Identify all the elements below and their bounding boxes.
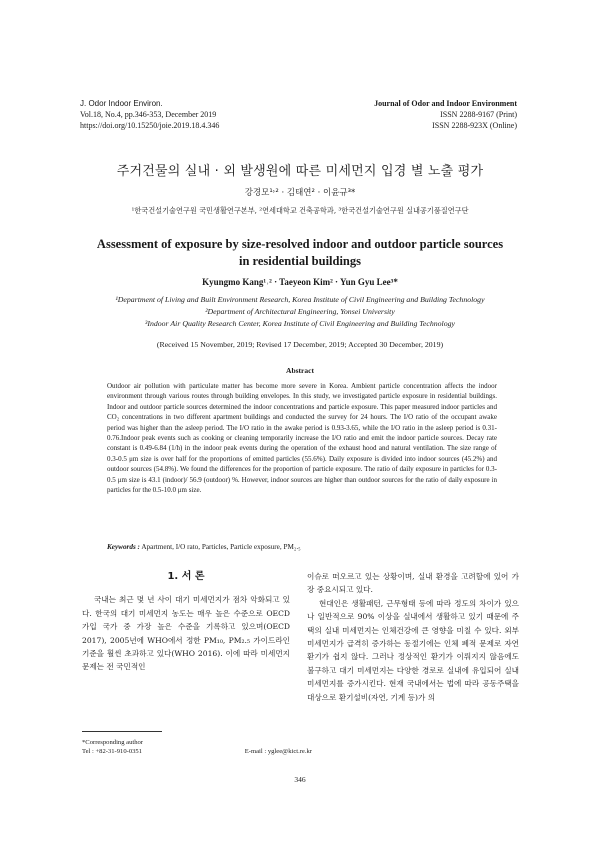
keywords xyxy=(107,543,497,551)
korean-authors: 강경모¹˒² · 김태연² · 이윤규³* xyxy=(244,188,356,198)
doi-link[interactable]: https://doi.org/10.15250/joie.2019.18.4.346 xyxy=(80,121,220,130)
english-affiliations xyxy=(0,294,600,330)
intro-paragraph-2: 현대인은 생활패턴, 근무형태 등에 따라 정도의 차이가 있으나 일반적으로 90% 이상을 실내에서 생활하고 있기 때문에 주택의 실내 미세먼지는 인체건강에 큰 영향을 미칠 수 있다. 외부 미세먼지가 급격히 증가하는 동절기에는 인체 폐적 문제로 자연환기가 쉽지 않다. 그러나 정상적인 환기가 이뤄지지 않음에도 불구하고 대기 미세먼지는 다양한 경로로 실내에 유입되어 실내 미세먼지를 증가시킨다. 현재 국내에서는 법에 따라 공동주택을 대상으로 환기설비(자연, 기계 등)가 의 xyxy=(307,598,519,702)
section-heading-introduction: 1. 서 론 xyxy=(167,571,205,582)
abstract-heading: Abstract xyxy=(286,366,314,375)
intro-paragraph-continued: 이슈로 떠오르고 있는 상황이며, 실내 환경을 고려할에 있어 가장 중요시되고 있다. xyxy=(307,572,519,595)
intro-paragraph-1: 국내는 최근 몇 년 사이 대기 미세먼지가 점차 악화되고 있다. 한국의 대기 미세먼지 농도는 매우 높은 수준으로 OECD 가입 국가 중 가장 높은 수준을 기록하고 있으며(OECD 2017), 2005년에 WHO에서 정한 PM₁₀, PM₂.₅ 가이드라인 기준을 훨씬 초과하고 있다(WHO 2016). 이에 따라 미세먼지 문제는 전 국민적인 xyxy=(82,595,290,672)
issn-print: ISSN 2288-9167 (Print) xyxy=(440,110,517,119)
corresponding-author-label: *Corresponding author xyxy=(82,739,143,746)
journal-abbrev: J. Odor Indoor Environ. xyxy=(80,99,163,108)
issn-online: ISSN 2288-923X (Online) xyxy=(432,121,517,130)
affiliation-3: ³Indoor Air Quality Research Center, Korea Institute of Civil Engineering and Building Technology xyxy=(145,319,455,328)
english-title xyxy=(0,236,600,270)
affiliation-2: ²Department of Architectural Engineering, Yonsei University xyxy=(205,307,395,316)
body-column-right xyxy=(307,570,519,704)
abstract-text: Outdoor air pollution with particulate matter has become more severe in Korea. Ambient particle concentration affects the indoor environment through various routes through building envelopes. In this study, we investigated particle exposure in residential buildings. Indoor and outdoor particle sources determined the indoor concentrations and particle exposure. This paper measured indoor particles and CO₂ concentrations in two different apartment buildings and conducted the survey for 24 hours. The I/O ratio of the occupant awake period was higher than the asleep period. The I/O ratio in the awake period is 0.93-3.65, while the I/O ratio in the asleep period is 0.31-0.76.Indoor peak events such as cooking or cleaning temporarily increase the I/O ratio and emit the indoor particle sources. Decay rate constant is 0.49-6.84 (1/h) in the indoor peak events during the operation of the exhaust hood and natural ventilation. The size range of 0.3-0.5 μm size is over half for the proportions of emitted particles (55.6%). Daily exposure is divided into indoor sources (45.2%) and outdoor sources (54.8%). We found the differences for the proportion of particle exposure. The ratio of daily exposure in particles for 0.3-0.5 μm size is 43.1 (indoor)/ 56.9 (outdoor) %. However, indoor sources are higher than outdoor sources for the ratio of daily exposure in particles for the 0.5-10.0 μm size. xyxy=(107,382,497,495)
english-title-line1: Assessment of exposure by size-resolved indoor and outdoor particle sources xyxy=(96,237,504,251)
page-number: 346 xyxy=(294,775,306,784)
journal-header-left xyxy=(80,98,219,131)
footnote-email[interactable]: E-mail : yglee@kict.re.kr xyxy=(244,748,312,755)
journal-name: Journal of Odor and Indoor Environment xyxy=(374,99,517,108)
footnote-tel: Tel : +82-31-910-0351 xyxy=(82,748,143,755)
korean-title: 주거건물의 실내 · 외 발생원에 따른 미세먼지 입경 별 노출 평가 xyxy=(116,164,484,179)
footnote xyxy=(82,738,312,756)
english-title-line2: in residential buildings xyxy=(238,254,362,268)
affiliation-1: ¹Department of Living and Built Environment Research, Korea Institute of Civil Engineering and Building Technology xyxy=(115,295,485,304)
received-dates: (Received 15 November, 2019; Revised 17 December, 2019; Accepted 30 December, 2019) xyxy=(156,340,444,349)
body-column-left xyxy=(82,570,290,674)
keywords-list: Apartment, I/O rato, Particles, Particle exposure, PM₂.₅ xyxy=(141,543,301,551)
english-authors: Kyungmo Kang¹˒² · Taeyeon Kim² · Yun Gyu Lee³* xyxy=(202,277,398,287)
volume-line: Vol.18, No.4, pp.346-353, December 2019 xyxy=(80,110,217,119)
keywords-label: Keywords : xyxy=(107,543,140,551)
korean-affiliations: ¹한국건설기술연구원 국민생활연구본부, ²연세대학교 건축공학과, ³한국건설기술연구원 실내공기품질연구단 xyxy=(131,206,469,215)
footnote-divider xyxy=(82,731,162,732)
journal-header-right xyxy=(374,98,517,131)
